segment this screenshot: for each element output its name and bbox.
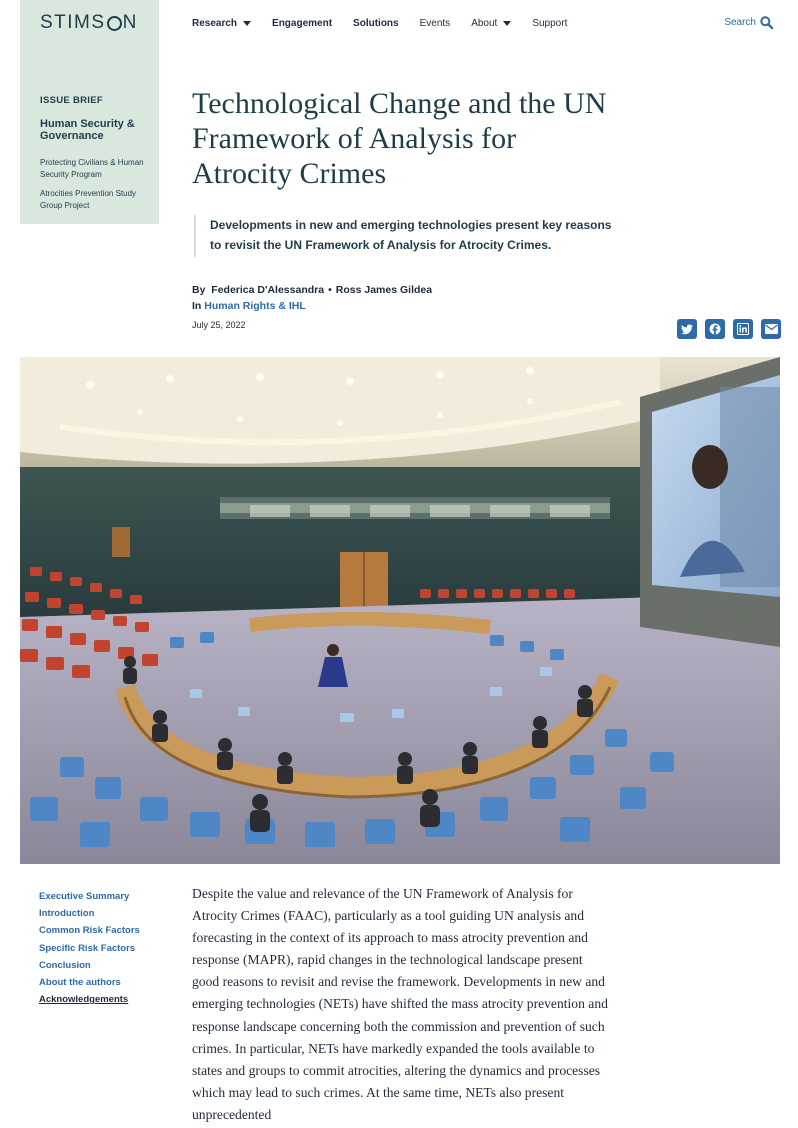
stimson-logo[interactable]	[40, 12, 159, 34]
publish-date: July 25, 2022	[192, 320, 246, 330]
linkedin-icon	[737, 323, 749, 335]
hero-image	[20, 357, 780, 864]
toc-item[interactable]: Executive Summary	[39, 891, 130, 902]
main-nav	[192, 18, 588, 29]
search-button[interactable]	[724, 16, 773, 29]
nav-about[interactable]: About	[471, 18, 511, 29]
chevron-down-icon	[503, 21, 511, 26]
toc-item[interactable]: Conclusion	[39, 959, 91, 971]
author-link[interactable]: Federica D'Alessandra	[211, 284, 325, 296]
nav-engagement[interactable]: Engagement	[272, 18, 333, 29]
project-link[interactable]: Atrocities Prevention Study Group Project	[40, 189, 137, 210]
facebook-icon	[709, 323, 721, 335]
toc-item[interactable]: About the authors	[39, 977, 121, 989]
author-link[interactable]: Ross James Gildea	[335, 284, 433, 296]
security-council-photo	[20, 357, 780, 864]
email-icon	[765, 324, 778, 334]
article-deck: Developments in new and emerging technologies present key reasons to revisit the UN Framework of Analysis for Atrocity Crimes.	[194, 215, 614, 257]
toc-item[interactable]: Introduction	[39, 908, 95, 920]
byline: By Federica D'Alessandra • Ross James Gildea	[192, 284, 433, 296]
nav-support[interactable]: Support	[532, 18, 568, 29]
topic-line: In Human Rights & IHL	[192, 300, 306, 312]
share-twitter-button[interactable]	[677, 319, 697, 339]
share-linkedin-button[interactable]	[733, 319, 753, 339]
search-icon	[760, 16, 773, 29]
search-label: Search	[724, 17, 756, 28]
share-facebook-button[interactable]	[705, 319, 725, 339]
program-title[interactable]: Human Security & Governance	[40, 118, 135, 142]
topic-link[interactable]: Human Rights & IHL	[204, 300, 306, 312]
logo-text-left: STIMS	[40, 12, 106, 33]
toc-item[interactable]: Specific Risk Factors	[39, 942, 136, 954]
nav-events[interactable]: Events	[419, 18, 451, 29]
logo-text-right: N	[122, 12, 138, 33]
program-link[interactable]: Protecting Civilians & Human Security Program	[40, 158, 144, 179]
issue-label: ISSUE BRIEF	[40, 95, 103, 106]
page-title: Technological Change and the UN Framework of Analysis for Atrocity Crimes	[192, 87, 607, 190]
toc-item[interactable]: Common Risk Factors	[39, 925, 140, 937]
nav-solutions[interactable]: Solutions	[353, 18, 399, 29]
chevron-down-icon	[243, 21, 251, 26]
share-email-button[interactable]	[761, 319, 781, 339]
article-body: Despite the value and relevance of the UN Framework of Analysis for Atrocity Crimes (FAAC), particularly as a tool guiding UN analysis and forecasting in the context of its approach to mass atrocity prevention and response (MAPR), rapid changes in the technological landscape present good reasons to revisit and revise the framework. Developments in new and emerging technologies (NETs) have shifted the mass atrocity prevention and response landscape concerning both the commission and prevention of such crimes. In particular, NETs have markedly expanded the tools available to states and groups to commit atrocities, altering the dynamics and processes which may lead to such crimes. At the same time, NETs also present unprecedented	[192, 886, 608, 1122]
share-bar	[669, 319, 781, 339]
brand-panel	[20, 0, 159, 224]
toc-item-active[interactable]: Acknowledgements	[39, 994, 129, 1006]
logo-o-icon	[107, 16, 122, 31]
nav-research[interactable]: Research	[192, 18, 251, 29]
table-of-contents	[39, 888, 140, 1008]
twitter-icon	[681, 324, 693, 335]
